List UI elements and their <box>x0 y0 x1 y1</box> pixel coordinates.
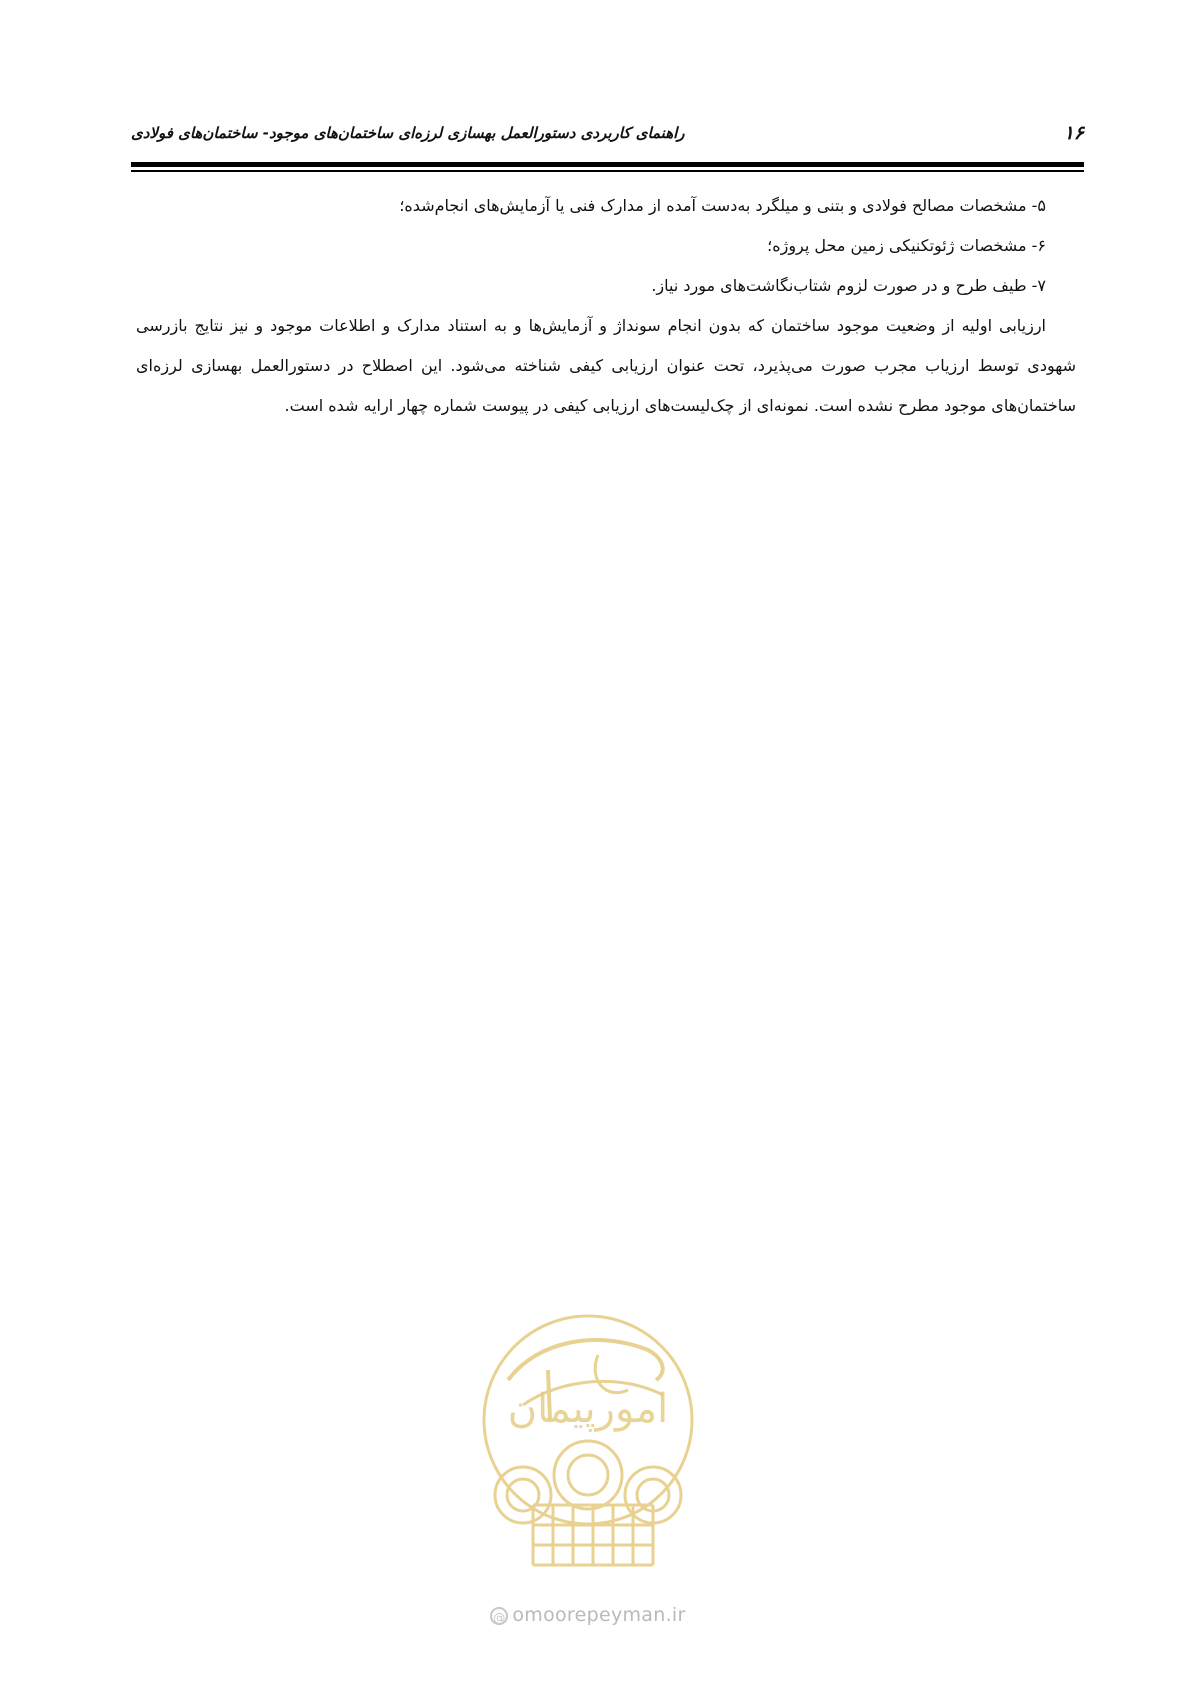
list-item-6: ۶- مشخصات ژئوتکنیکی زمین محل پروژه؛ <box>767 236 1046 255</box>
list-item-5: ۵- مشخصات مصالح فولادی و بتنی و میلگرد به‌دست آمده از مدارک فنی یا آزمایش‌های انجام‌شده؛ <box>399 196 1046 215</box>
list-item-7: ۷- طیف طرح و در صورت لزوم شتاب‌نگاشت‌های مورد نیاز. <box>651 276 1046 295</box>
page-header <box>131 118 1084 148</box>
watermark-website <box>478 1604 698 1626</box>
body-text <box>136 186 1076 426</box>
watermark-logo-icon <box>478 1310 698 1580</box>
watermark-website-text: omoorepeyman.ir <box>512 1604 686 1626</box>
watermark-logo-text: امورپیمان <box>507 1386 669 1432</box>
header-rule-thin <box>131 170 1084 172</box>
page-number: ۱۶ <box>1063 122 1084 144</box>
at-icon: @ <box>490 1607 508 1625</box>
qualitative-assessment-paragraph: ارزیابی اولیه از وضعیت موجود ساختمان که بدون انجام سونداژ و آزمایش‌ها و به استناد مدارک و اطلاعات موجود و نیز نتایج بازرسی شهودی توسط ارزیاب مجرب صورت می‌پذیرد، تحت عنوان ارزیابی کیفی شناخته می‌شود. این اصطلاح در دستورالعمل بهسازی لرزه‌ای ساختمان‌های موجود مطرح نشده است. نمونه‌ای از چک‌لیست‌های ارزیابی کیفی در پیوست شماره چهار ارایه شده است. <box>136 316 1076 415</box>
running-title: راهنمای کاربردی دستورالعمل بهسازی لرزه‌ای ساختمان‌های موجود- ساختمان‌های فولادی <box>131 124 685 142</box>
header-rule-thick <box>131 162 1084 167</box>
